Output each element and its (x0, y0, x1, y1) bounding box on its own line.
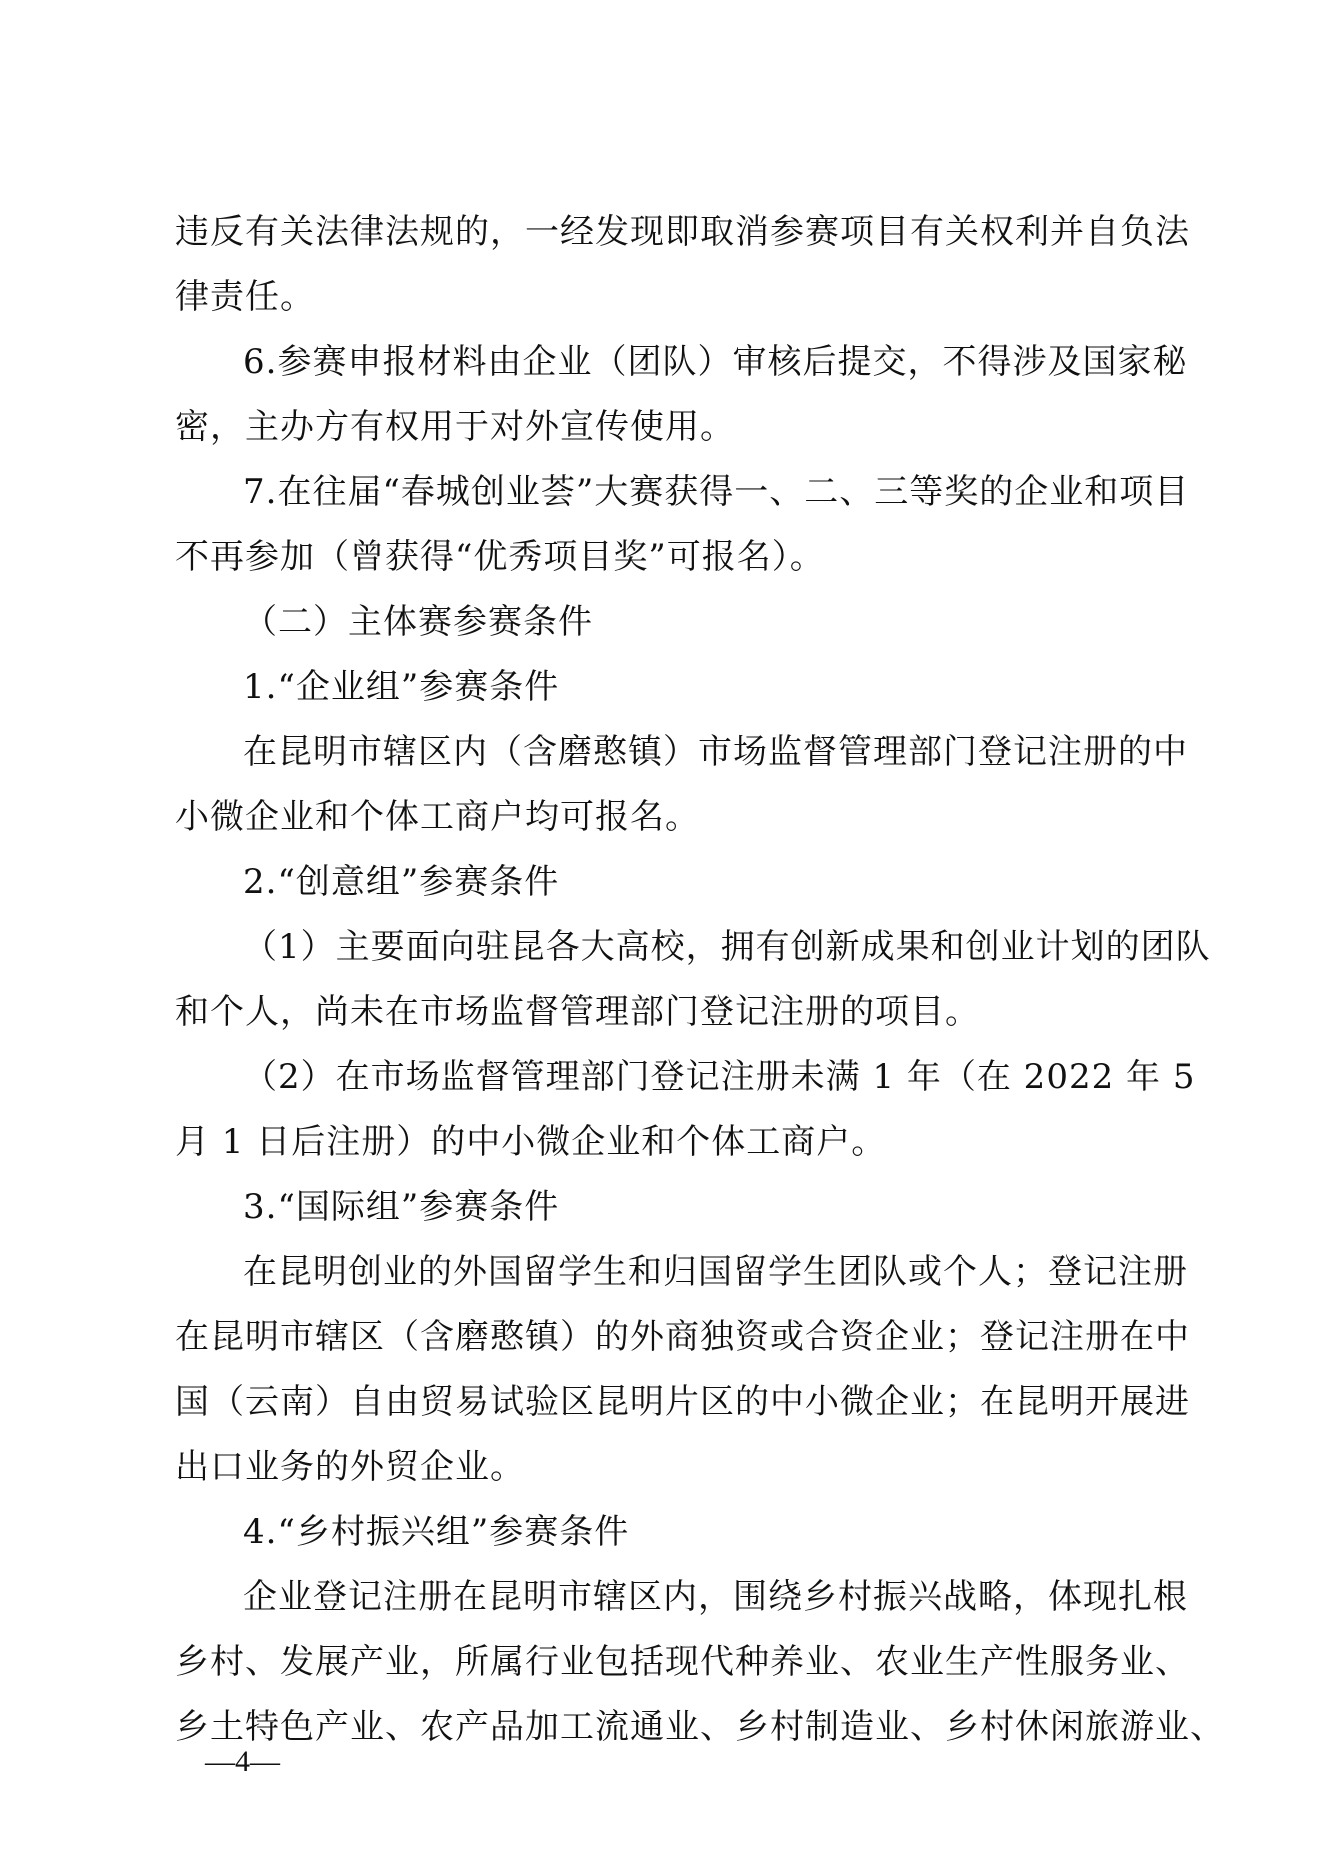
text-line: 小微企业和个体工商户均可报名。 (175, 797, 700, 837)
document-body (175, 200, 1225, 1760)
text-line: 出口业务的外贸企业。 (175, 1447, 525, 1487)
text-line: 6.参赛申报材料由企业（团队）审核后提交，不得涉及国家秘 (243, 342, 1188, 382)
text-line: 国（云南）自由贸易试验区昆明片区的中小微企业；在昆明开展进 (175, 1382, 1190, 1422)
text-line: 违反有关法律法规的，一经发现即取消参赛项目有关权利并自负法 (175, 212, 1190, 252)
text-line: 企业登记注册在昆明市辖区内，围绕乡村振兴战略，体现扎根 (243, 1577, 1188, 1617)
text-line: 月 1 日后注册）的中小微企业和个体工商户。 (175, 1122, 887, 1162)
text-line: 在昆明市辖区（含磨憨镇）的外商独资或合资企业；登记注册在中 (175, 1317, 1190, 1357)
text-line: 7.在往届“春城创业荟”大赛获得一、二、三等奖的企业和项目 (243, 472, 1190, 512)
text-line: 在昆明市辖区内（含磨憨镇）市场监督管理部门登记注册的中 (243, 732, 1188, 772)
subsection-heading: 3.“国际组”参赛条件 (243, 1187, 560, 1227)
text-line: 在昆明创业的外国留学生和归国留学生团队或个人；登记注册 (243, 1252, 1188, 1292)
text-line: 密，主办方有权用于对外宣传使用。 (175, 407, 735, 447)
subsection-heading: 1.“企业组”参赛条件 (243, 667, 560, 707)
text-line: 和个人，尚未在市场监督管理部门登记注册的项目。 (175, 992, 980, 1032)
text-line: 律责任。 (175, 277, 315, 317)
text-line: （1）主要面向驻昆各大高校，拥有创新成果和创业计划的团队 (243, 927, 1211, 967)
page-number: —4— (205, 1745, 280, 1778)
text-line: 乡村、发展产业，所属行业包括现代种养业、农业生产性服务业、 (175, 1642, 1190, 1682)
text-line: （2）在市场监督管理部门登记注册未满 1 年（在 2022 年 5 (243, 1057, 1196, 1097)
text-line: 不再参加（曾获得“优秀项目奖”可报名）。 (175, 537, 825, 577)
subsection-heading: 2.“创意组”参赛条件 (243, 862, 560, 902)
section-heading: （二）主体赛参赛条件 (243, 602, 593, 642)
subsection-heading: 4.“乡村振兴组”参赛条件 (243, 1512, 630, 1552)
text-line: 乡土特色产业、农产品加工流通业、乡村制造业、乡村休闲旅游业、 (175, 1707, 1225, 1747)
